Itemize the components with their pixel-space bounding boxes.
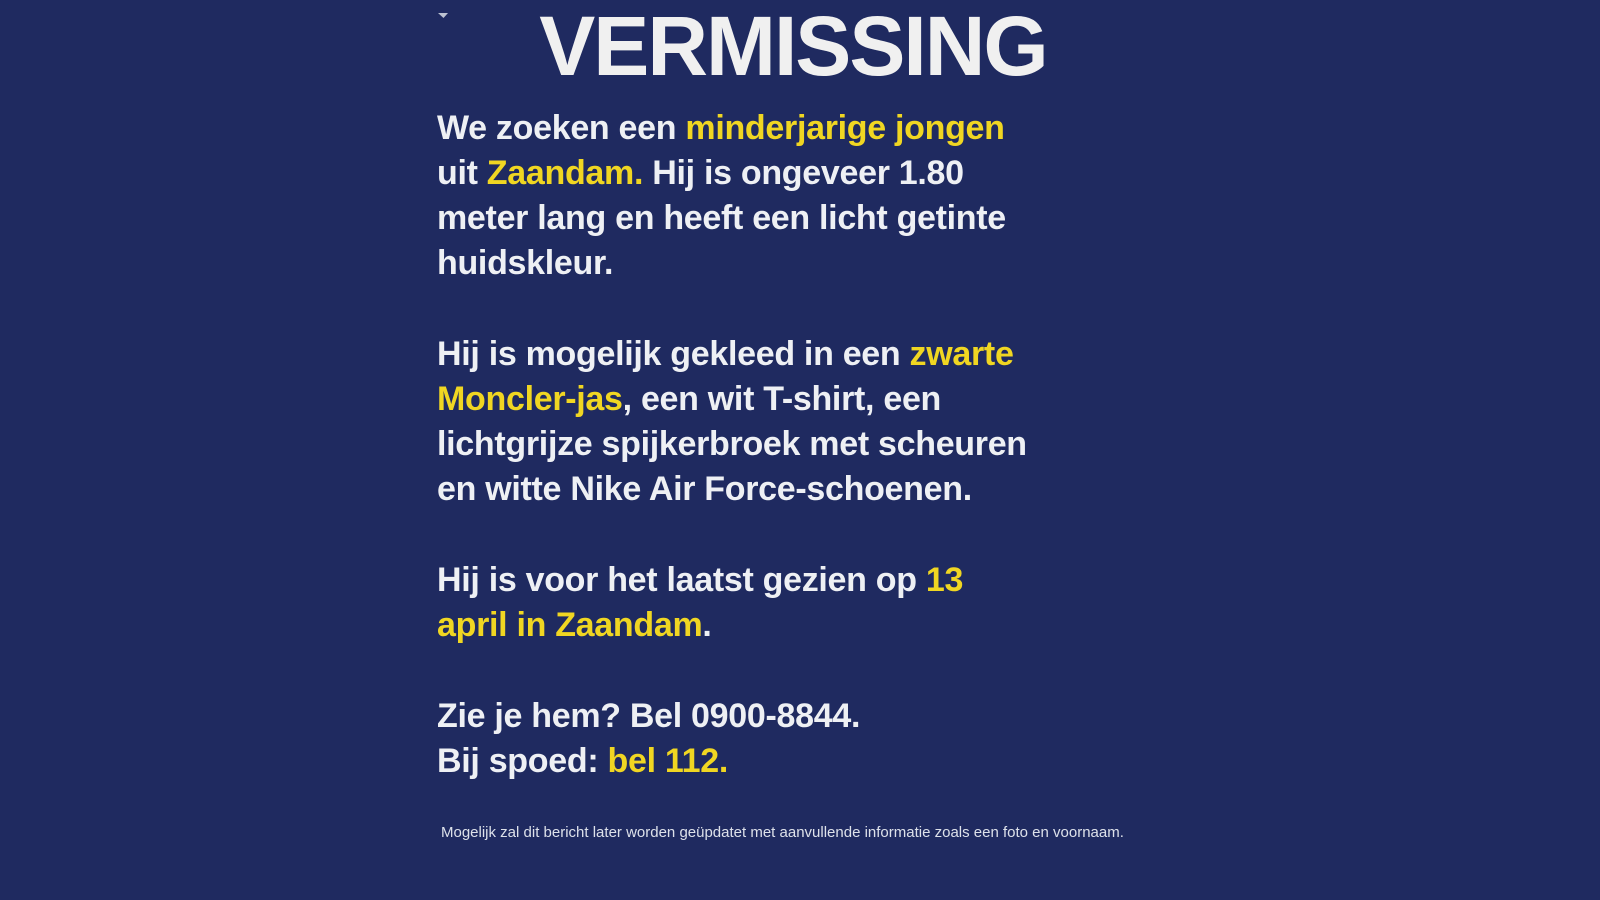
text-segment: huidskleur.: [437, 244, 614, 282]
text-line: [437, 151, 1149, 196]
footer-note: Mogelijk zal dit bericht later worden geüpdatet met aanvullende informatie zoals een foto en voornaam.: [441, 824, 1124, 841]
text-segment: Bij spoed:: [437, 742, 608, 780]
highlighted-text-segment: zwarte: [909, 335, 1014, 373]
page-title: VERMISSING: [539, 0, 1047, 93]
text-line: [437, 739, 1149, 784]
highlighted-text-segment: april in Zaandam: [437, 606, 703, 644]
text-line: [437, 603, 1149, 648]
highlighted-text-segment: bel 112.: [607, 742, 728, 780]
text-segment: uit: [437, 154, 487, 192]
text-line: [437, 241, 1149, 286]
paragraph: [437, 106, 1149, 286]
highlighted-text-segment: minderjarige jongen: [685, 109, 1005, 147]
text-segment: meter lang en heeft een licht getinte: [437, 199, 1006, 237]
text-line: [437, 558, 1149, 603]
text-segment: Zie je hem? Bel 0900-8844.: [437, 697, 861, 735]
text-line: [437, 106, 1149, 151]
text-line: [437, 467, 1149, 512]
text-line: [437, 377, 1149, 422]
text-segment: Hij is voor het laatst gezien op: [437, 561, 926, 599]
poster-content: [437, 0, 1149, 842]
highlighted-text-segment: Moncler-jas: [437, 380, 623, 418]
text-line: [437, 332, 1149, 377]
text-line: [437, 422, 1149, 467]
paragraph: [437, 332, 1149, 512]
paragraph: [437, 694, 1149, 784]
highlighted-text-segment: Zaandam.: [486, 154, 644, 192]
text-segment: We zoeken een: [437, 109, 686, 147]
paragraphs: [437, 106, 1149, 784]
text-segment: , een wit T-shirt, een: [622, 380, 942, 418]
text-segment: .: [702, 606, 712, 644]
highlighted-text-segment: 13: [925, 561, 964, 599]
text-segment: Hij is mogelijk gekleed in een: [437, 335, 910, 373]
text-segment: lichtgrijze spijkerbroek met scheuren: [437, 425, 1027, 463]
text-segment: en witte Nike Air Force-schoenen.: [437, 470, 972, 508]
text-line: [437, 694, 1149, 739]
text-line: [437, 196, 1149, 241]
text-segment: Hij is ongeveer 1.80: [643, 154, 964, 192]
paragraph: [437, 558, 1149, 648]
